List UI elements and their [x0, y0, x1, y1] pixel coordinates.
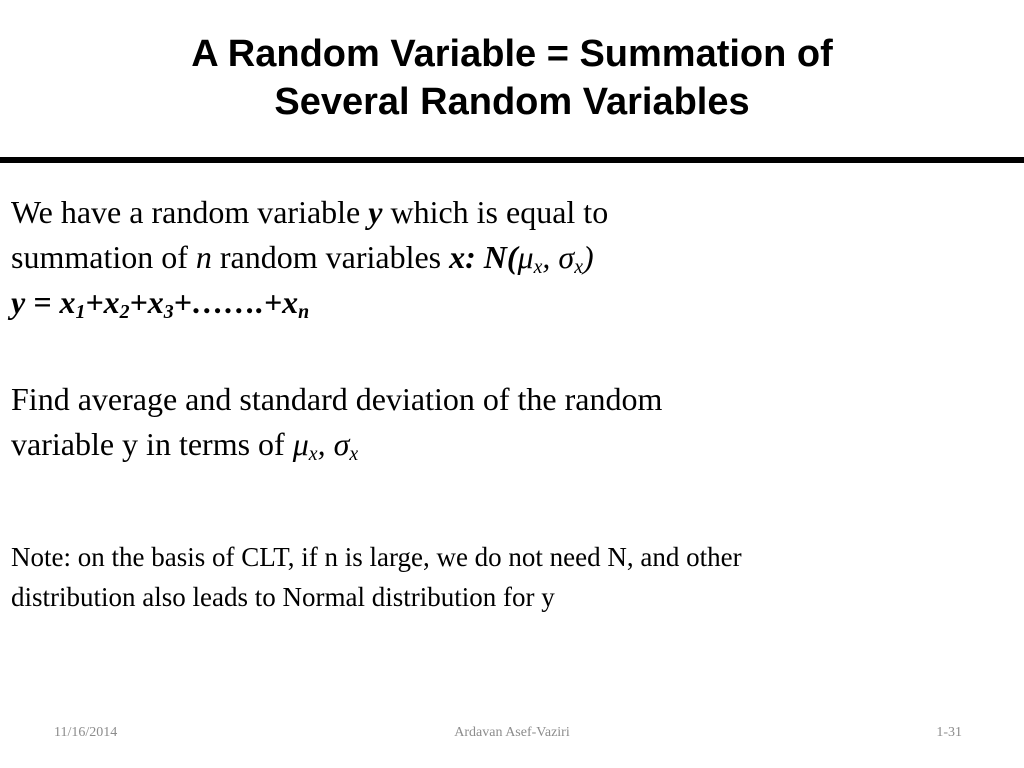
variable-y: y — [368, 194, 383, 230]
question — [11, 377, 662, 467]
question-line-1: Find average and standard deviation of the random — [11, 381, 663, 417]
slide-title — [0, 30, 1024, 126]
title-line-2: Several Random Variables — [274, 81, 750, 123]
sum-equation: $y = x_1+x_2+x_3+\dots\dots.+x_n$ — [11, 284, 310, 323]
mu-symbol: μ — [517, 239, 534, 275]
statement-line-1: We have a random variable y which is equal to — [11, 194, 609, 230]
footer-date: 11/16/2014 — [54, 725, 118, 740]
problem-statement — [11, 190, 608, 325]
variable-n: n — [195, 239, 212, 275]
sigma-symbol: σ — [558, 239, 575, 275]
title-line-1: A Random Variable = Summation of — [191, 33, 833, 75]
footer-page-number: 1-31 — [936, 725, 962, 740]
statement-line-2: summation of n random variables x: $N(\mu_x$, $\sigma_x$) — [11, 239, 594, 278]
variable-x: x — [449, 239, 466, 275]
clt-note — [11, 537, 742, 617]
title-divider — [0, 157, 1024, 163]
note-line-1: Note: on the basis of CLT, if n is large, we do not need N, and other — [11, 542, 742, 572]
question-line-2: variable y in terms of $\mu_x$, $\sigma_x$ — [11, 426, 359, 465]
footer-author: Ardavan Asef-Vaziri — [454, 725, 570, 740]
mu-symbol: μ — [292, 426, 309, 462]
note-line-2: distribution also leads to Normal distribution for y — [11, 582, 555, 612]
sigma-symbol: σ — [333, 426, 350, 462]
